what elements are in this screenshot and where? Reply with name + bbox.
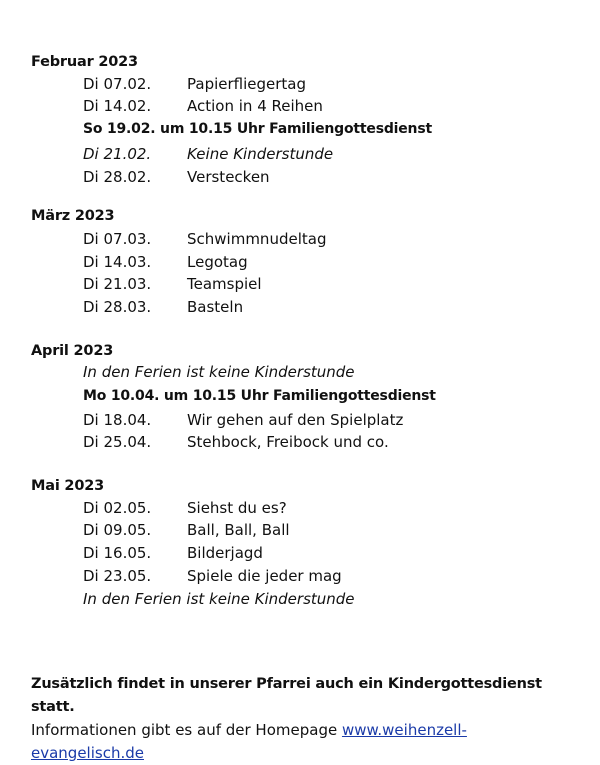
row-date: Di 09.05. xyxy=(83,521,152,539)
row-date: Di 18.04. xyxy=(83,411,152,429)
month-heading-april: April 2023 xyxy=(31,343,114,359)
row-date: Di 25.04. xyxy=(83,433,152,451)
row-activity: Spiele die jeder mag xyxy=(187,567,342,585)
row-activity: Verstecken xyxy=(187,168,270,186)
row-date: Di 16.05. xyxy=(83,544,152,562)
month-heading-maerz: März 2023 xyxy=(31,208,115,224)
row-activity: Papierfliegertag xyxy=(187,75,307,93)
row-date: Di 21.02. xyxy=(83,145,152,163)
schedule-row xyxy=(83,521,290,539)
row-date: Di 14.02. xyxy=(83,97,152,115)
row-activity: Action in 4 Reihen xyxy=(187,97,323,115)
schedule-row xyxy=(83,544,263,562)
row-date: Di 02.05. xyxy=(83,499,152,517)
schedule-row xyxy=(83,253,248,271)
schedule-row xyxy=(83,275,262,293)
month-heading-mai: Mai 2023 xyxy=(31,478,104,494)
row-date: Di 23.05. xyxy=(83,567,152,585)
homepage-link[interactable]: www.weihenzell-evangelisch.de xyxy=(31,721,467,762)
schedule-row-cancelled xyxy=(83,145,333,163)
row-activity: Legotag xyxy=(187,253,248,271)
footer-info xyxy=(31,673,571,765)
row-date: Di 07.03. xyxy=(83,230,152,248)
row-date: Di 28.02. xyxy=(83,168,152,186)
row-activity: Keine Kinderstunde xyxy=(187,145,334,163)
row-date: Di 14.03. xyxy=(83,253,152,271)
row-activity: Stehbock, Freibock und co. xyxy=(187,433,389,451)
row-activity: Bilderjagd xyxy=(187,544,263,562)
row-activity: Basteln xyxy=(187,298,244,316)
holiday-note: In den Ferien ist keine Kinderstunde xyxy=(83,363,355,381)
row-date: Di 21.03. xyxy=(83,275,152,293)
holiday-note: In den Ferien ist keine Kinderstunde xyxy=(83,590,355,608)
schedule-row xyxy=(83,411,403,429)
month-heading-februar: Februar 2023 xyxy=(31,54,138,70)
row-activity: Ball, Ball, Ball xyxy=(187,521,290,539)
schedule-row xyxy=(83,230,326,248)
row-activity: Siehst du es? xyxy=(187,499,287,517)
schedule-row-highlight: So 19.02. um 10.15 Uhr Familiengottesdienst xyxy=(83,121,432,137)
footer-homepage-line xyxy=(31,719,571,765)
row-activity: Teamspiel xyxy=(187,275,262,293)
schedule-row xyxy=(83,499,287,517)
schedule-row xyxy=(83,298,243,316)
schedule-row xyxy=(83,75,306,93)
schedule-row xyxy=(83,168,270,186)
schedule-row xyxy=(83,567,342,585)
schedule-row xyxy=(83,97,323,115)
row-date: Di 07.02. xyxy=(83,75,152,93)
schedule-row xyxy=(83,433,389,451)
footer-info-prefix: Informationen gibt es auf der Homepage xyxy=(31,721,342,739)
row-activity: Schwimmnudeltag xyxy=(187,230,327,248)
footer-bold-line: Zusätzlich findet in unserer Pfarrei auch ein Kindergottesdienst statt. xyxy=(31,676,542,715)
row-date: Di 28.03. xyxy=(83,298,152,316)
schedule-row-highlight: Mo 10.04. um 10.15 Uhr Familiengottesdienst xyxy=(83,388,436,404)
row-activity: Wir gehen auf den Spielplatz xyxy=(187,411,404,429)
